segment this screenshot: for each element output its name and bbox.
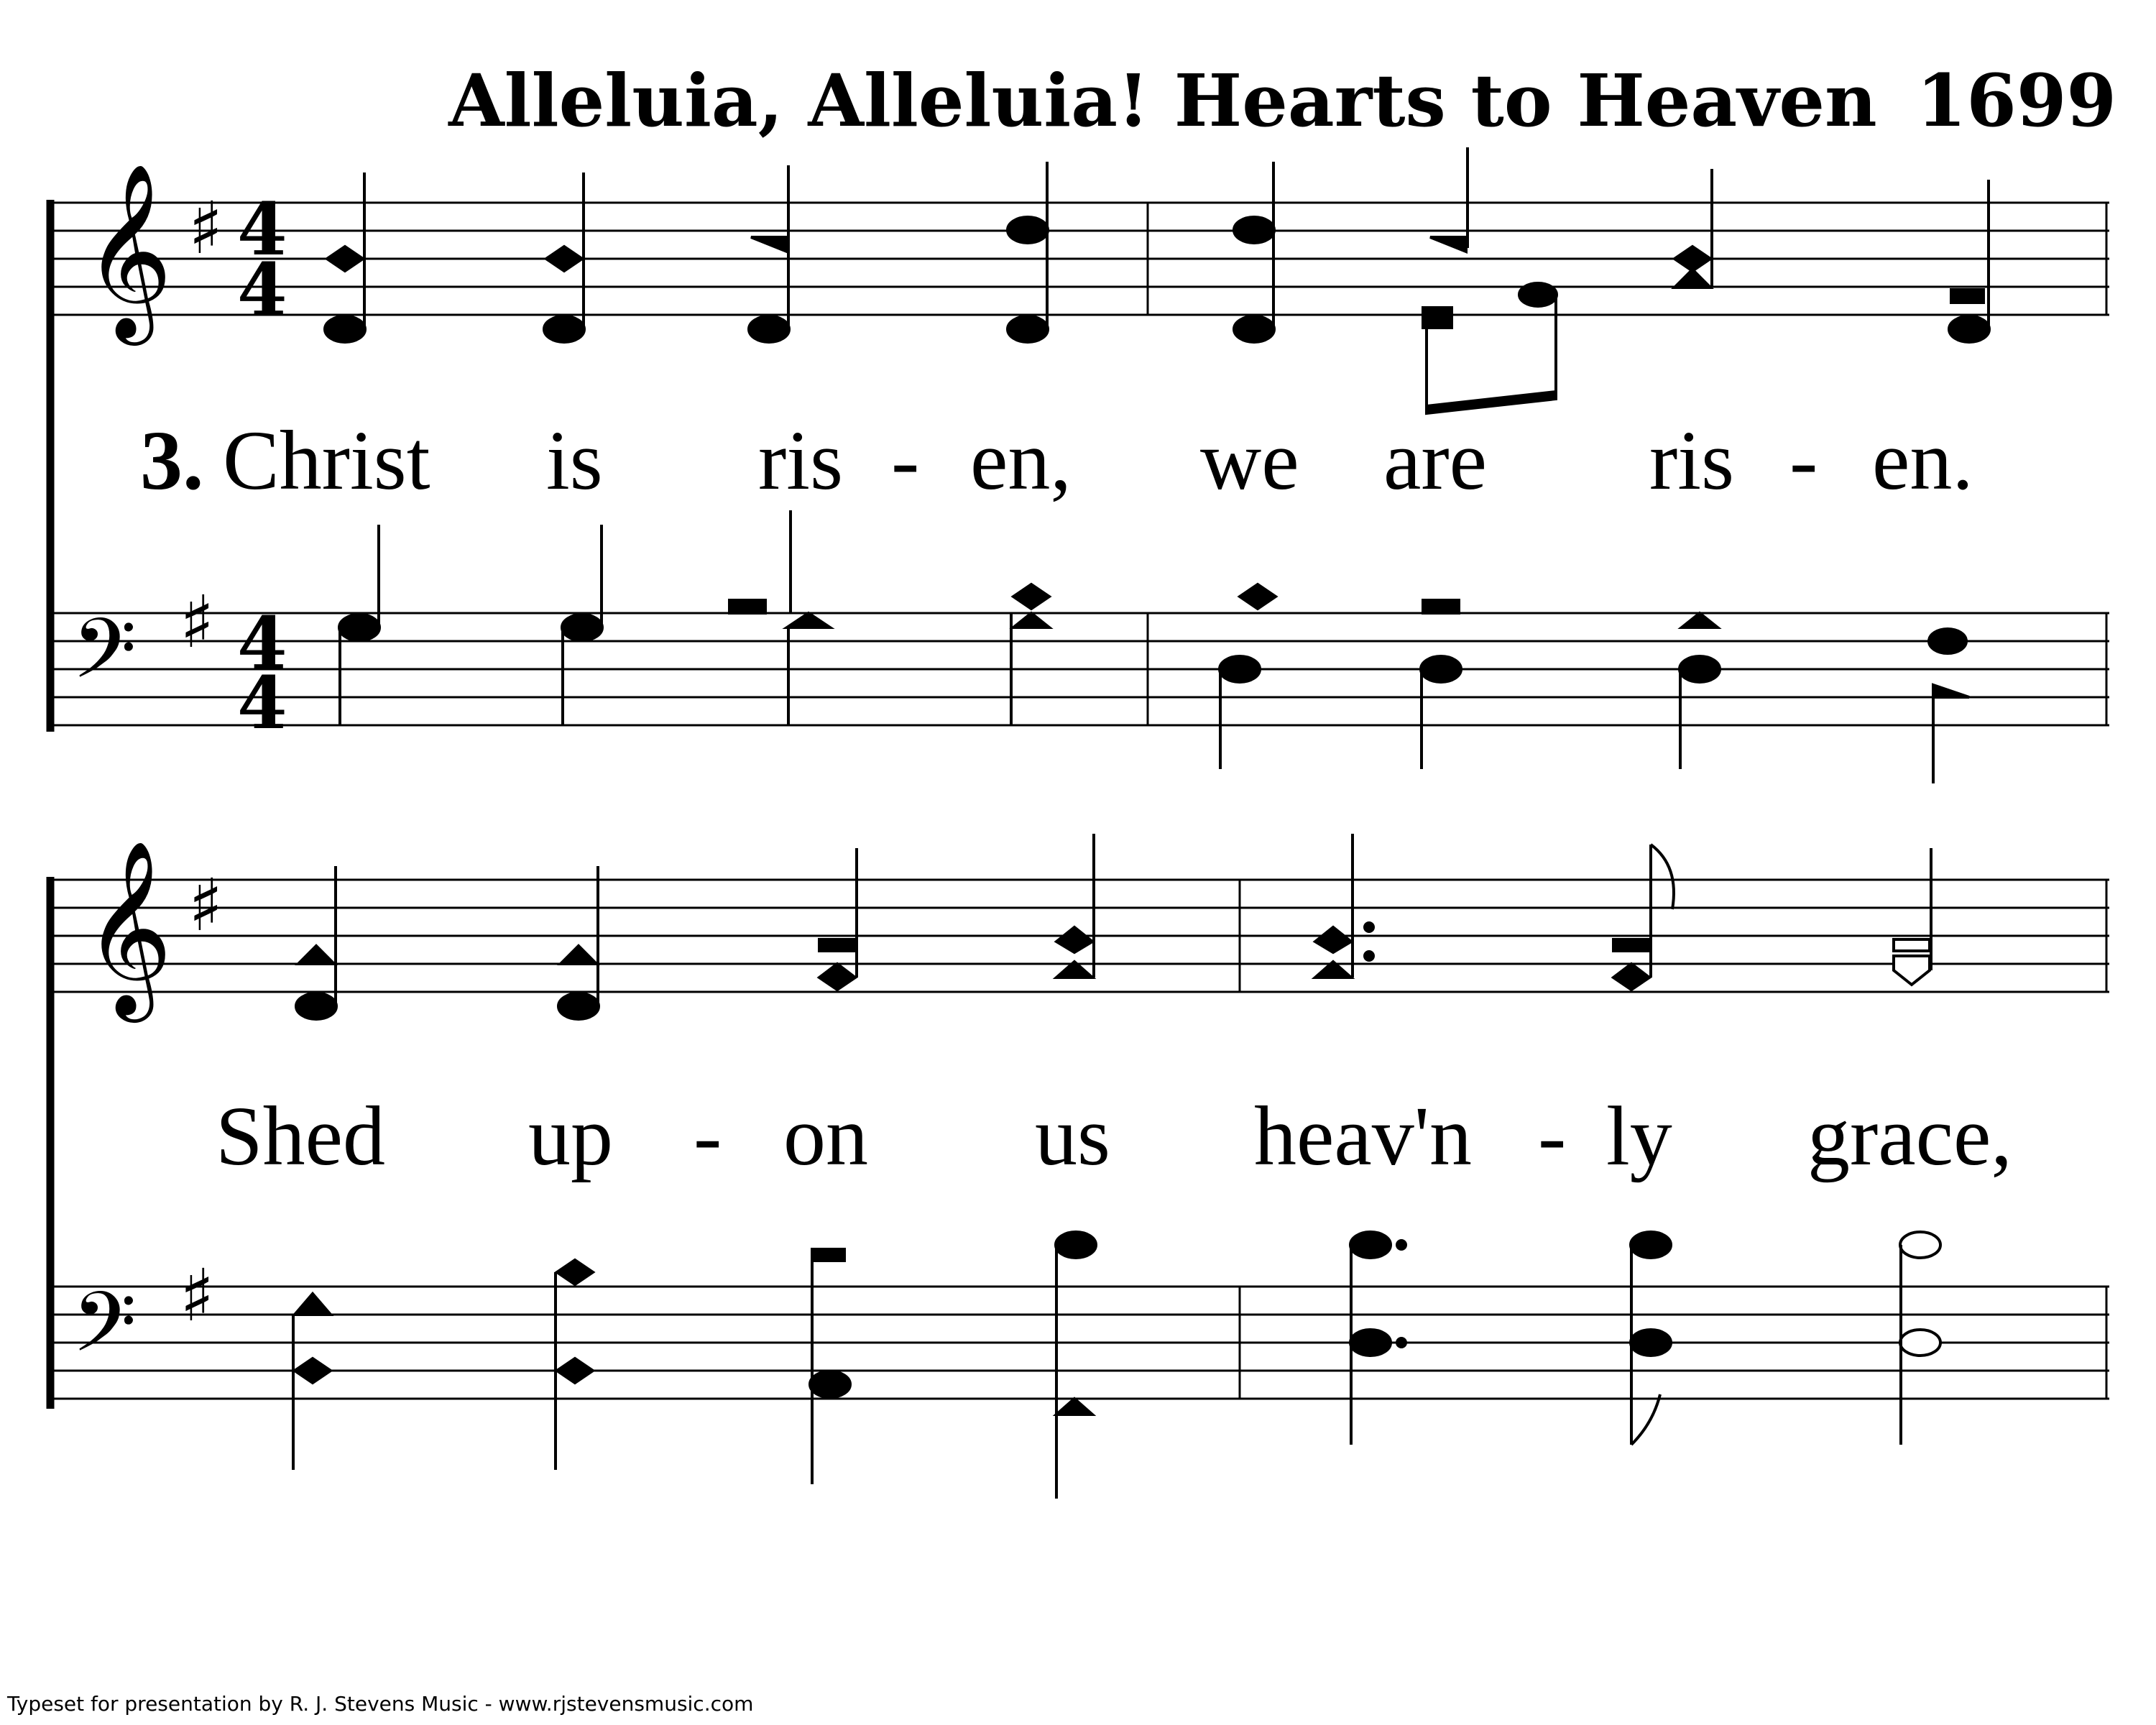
note-head — [1674, 247, 1710, 271]
note-head — [1008, 217, 1048, 243]
lyric-syllable: us — [1035, 1089, 1110, 1183]
lyric-syllable: heav'n — [1254, 1089, 1473, 1183]
bass-clef-icon: 𝄢 — [72, 601, 137, 718]
treble-clef-icon: 𝄞 — [83, 162, 173, 338]
note-head — [1949, 316, 1989, 342]
note-head — [1674, 270, 1710, 288]
beam — [1427, 392, 1556, 413]
lyric-syllable: up — [528, 1089, 613, 1183]
note-head — [1008, 316, 1048, 342]
footer-credit: Typeset for presentation by R. J. Stevens Music - www.rjstevensmusic.com — [7, 1692, 754, 1716]
note-head — [1430, 237, 1466, 252]
bass-notes — [293, 1232, 1940, 1499]
time-signature-top: 4 — [237, 187, 287, 272]
bass-notes — [339, 510, 1969, 783]
system-1 — [50, 147, 2109, 783]
hymn-title-line — [448, 58, 2116, 143]
bass-clef-icon: 𝄢 — [72, 1274, 137, 1392]
treble-notes — [325, 147, 1989, 413]
lyric-syllable: grace, — [1807, 1089, 2012, 1183]
time-signature-bottom: 4 — [237, 661, 287, 745]
lyric-syllable: ly — [1606, 1089, 1672, 1183]
note-head — [325, 316, 365, 342]
note-head — [1951, 290, 1984, 303]
note-head — [546, 247, 582, 271]
note-head — [1234, 316, 1274, 342]
lyric-syllable: we — [1200, 413, 1299, 507]
lyric-syllable: on — [783, 1089, 868, 1183]
note-head — [1519, 283, 1557, 306]
note-head — [751, 237, 787, 252]
lyric-hyphen: - — [1789, 413, 1818, 507]
lyric-syllable: en, — [970, 413, 1072, 507]
lyrics-line-1 — [140, 413, 1973, 507]
sharp-icon: ♯ — [188, 186, 224, 270]
note-head — [749, 316, 789, 342]
lyric-hyphen: - — [891, 413, 920, 507]
note-head — [1234, 217, 1274, 243]
lyric-syllable: ris — [1649, 413, 1734, 507]
hymn-title: Alleluia, Alleluia! Hearts to Heaven — [448, 58, 1877, 143]
hymn-number: 1699 — [1916, 58, 2116, 143]
lyric-syllable: en. — [1872, 413, 1973, 507]
note-head — [327, 247, 363, 271]
system-2 — [50, 834, 2109, 1499]
bass-staff — [50, 1287, 2109, 1399]
lyric-syllable: is — [546, 413, 603, 507]
lyric-hyphen: - — [694, 1089, 722, 1183]
time-signature-top: 4 — [237, 601, 287, 686]
time-signature-bottom: 4 — [237, 247, 287, 332]
lyric-syllable: Christ — [223, 413, 430, 507]
note-head — [544, 316, 584, 342]
lyrics-line-2 — [216, 1089, 2012, 1183]
lyric-syllable: ris — [758, 413, 843, 507]
lyric-syllable: Shed — [216, 1089, 385, 1183]
treble-clef-icon: 𝄞 — [83, 839, 173, 1015]
sharp-icon: ♯ — [180, 1254, 215, 1338]
lyric-hyphen: - — [1538, 1089, 1567, 1183]
lyric-syllable: are — [1383, 413, 1488, 507]
verse-number: 3. — [140, 413, 204, 507]
sharp-icon: ♯ — [188, 863, 224, 947]
sharp-icon: ♯ — [180, 580, 215, 664]
